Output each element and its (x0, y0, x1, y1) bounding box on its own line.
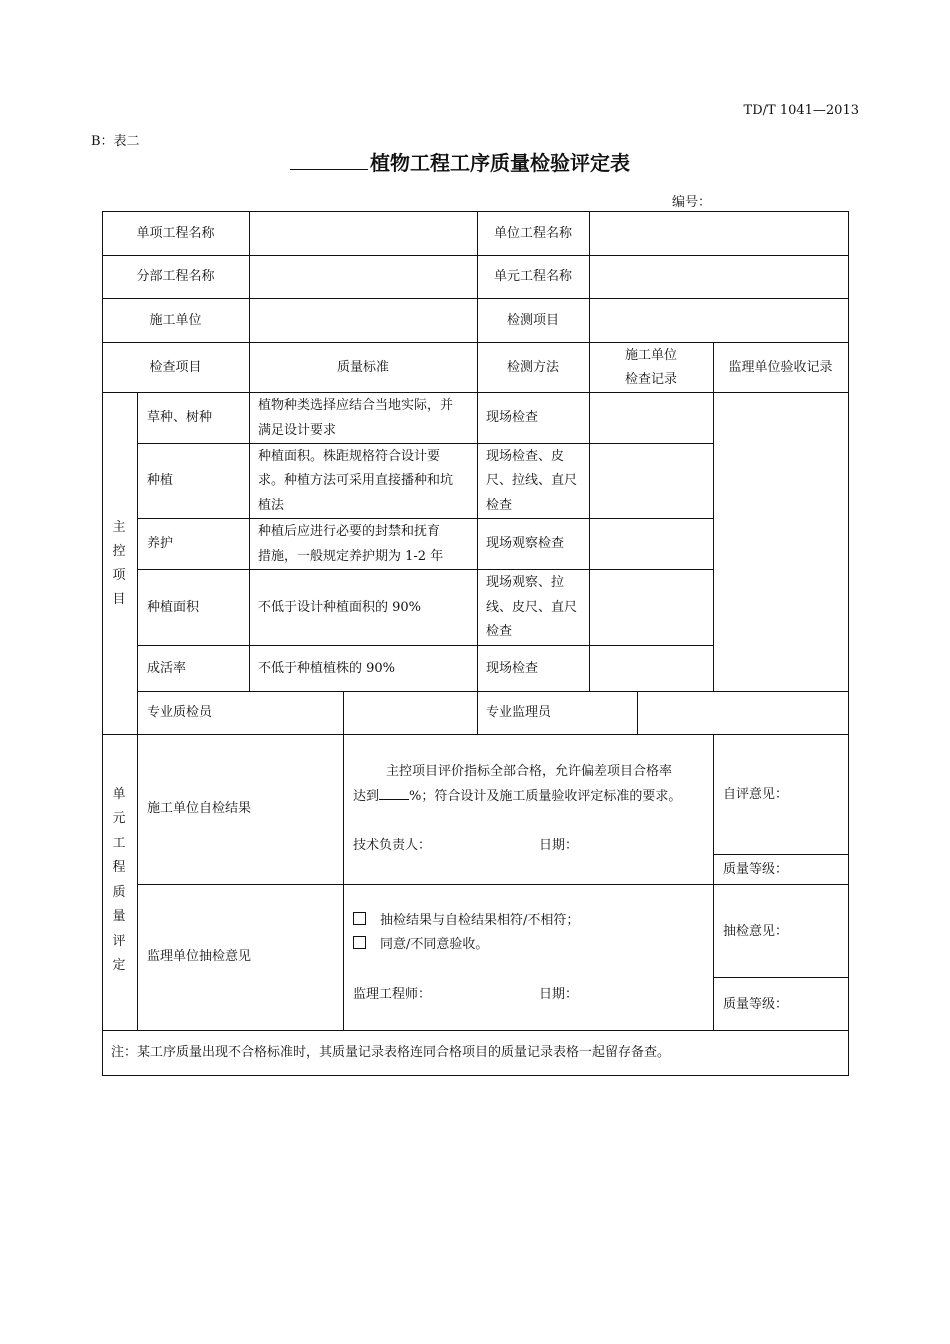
evaluation-char: 定 (112, 958, 126, 973)
col-construction-record-line2: 检查记录 (624, 372, 677, 387)
grid-line (477, 342, 478, 691)
grid-line (249, 342, 250, 691)
evaluation-char: 质 (112, 885, 126, 900)
supervision-date-label: 日期： (539, 987, 579, 1002)
col-quality-standard: 质量标准 (336, 360, 389, 375)
tech-lead-label: 技术负责人： (353, 838, 432, 853)
grid-line (102, 211, 849, 212)
row-method-line: 现场观察检查 (486, 536, 565, 551)
evaluation-char: 量 (112, 909, 126, 924)
grid-line (102, 211, 103, 1076)
row-item-name: 种植面积 (147, 600, 200, 615)
evaluation-char: 工 (112, 836, 126, 851)
construction-unit-label: 施工单位 (149, 313, 202, 328)
row-standard-line: 不低于种植植株的 90% (258, 661, 396, 676)
supervision-title: 监理单位抽检意见 (147, 949, 252, 964)
engineer-label: 监理工程师： (353, 987, 432, 1002)
element-project-name-label: 单元工程名称 (493, 269, 572, 284)
row-item-name: 种植 (147, 473, 174, 488)
checkbox-approve[interactable] (353, 936, 366, 949)
part-project-name-label: 分部工程名称 (136, 269, 215, 284)
row-method-line: 现场观察、拉 (486, 575, 565, 590)
grid-line (102, 255, 849, 256)
grid-line (137, 569, 714, 570)
main-control-char: 主 (112, 520, 126, 535)
grid-line (102, 1030, 849, 1031)
main-control-char: 控 (112, 544, 126, 559)
evaluation-char: 评 (112, 934, 126, 949)
row-standard-line: 植法 (258, 498, 285, 513)
evaluation-char: 程 (112, 860, 126, 875)
main-control-char: 目 (112, 592, 126, 607)
self-check-text-post: %；符合设计及施工质量验收评定标准的要求。 (409, 789, 682, 804)
page-title (290, 148, 630, 178)
title-blank-field[interactable] (290, 149, 368, 170)
supervision-grade-label: 质量等级： (723, 997, 789, 1012)
grid-line (102, 298, 849, 299)
serial-number-label: 编号： (672, 195, 712, 210)
self-check-text-pre: 达到 (353, 789, 380, 804)
pass-rate-blank[interactable] (379, 785, 409, 800)
grid-line (137, 392, 138, 1030)
row-method-line: 尺、拉线、直尺 (486, 473, 578, 488)
standard-code: TD/T 1041—2013 (743, 103, 859, 118)
footnote: 注：某工序质量出现不合格标准时，其质量记录表格连同合格项目的质量记录表格一起留存备查。 (111, 1045, 671, 1060)
col-supervision-record: 监理单位验收记录 (728, 360, 833, 375)
row-method-line: 检查 (486, 498, 513, 513)
row-method-line: 现场检查、皮 (486, 449, 565, 464)
col-test-method: 检测方法 (506, 360, 559, 375)
grid-line (102, 392, 849, 393)
inspection-table (102, 211, 849, 1076)
inspector-label: 专业质检员 (147, 705, 213, 720)
title-text: 植物工程工序质量检验评定表 (370, 151, 630, 175)
row-standard-line: 求。种植方法可采用直接播种和坑 (258, 473, 454, 488)
spot-check-opinion-label: 抽检意见： (723, 924, 789, 939)
row-item-name: 养护 (147, 536, 174, 551)
grid-line (137, 691, 849, 692)
col-construction-record-line1: 施工单位 (624, 348, 677, 363)
grid-line (477, 691, 478, 734)
row-standard-line: 不低于设计种植面积的 90% (258, 600, 422, 615)
self-grade-label: 质量等级： (723, 862, 789, 877)
grid-line (713, 342, 714, 691)
grid-line (714, 977, 849, 978)
row-method-line: 检查 (486, 624, 513, 639)
test-item-label: 检测项目 (506, 313, 559, 328)
item-project-name-label: 单项工程名称 (136, 226, 215, 241)
grid-line (102, 342, 849, 343)
row-method-line: 线、皮尺、直尺 (486, 600, 578, 615)
self-check-date-label: 日期： (539, 838, 579, 853)
row-method-line: 现场检查 (486, 661, 539, 676)
main-control-char: 项 (112, 568, 126, 583)
row-standard-line: 种植面积。株距规格符合设计要 (258, 449, 441, 464)
unit-project-name-label: 单位工程名称 (493, 226, 572, 241)
grid-line (589, 211, 590, 342)
row-item-name: 草种、树种 (147, 410, 213, 425)
row-standard-line: 满足设计要求 (258, 423, 337, 438)
option-approve (353, 932, 488, 957)
grid-line (637, 691, 638, 734)
supervisor-label: 专业监理员 (486, 705, 552, 720)
evaluation-char: 元 (112, 811, 126, 826)
self-check-title: 施工单位自检结果 (147, 801, 252, 816)
option-consistent-text: 抽检结果与自检结果相符/不相符； (380, 913, 580, 928)
self-check-text-line1: 主控项目评价指标全部合格，允许偏差项目合格率 (386, 764, 673, 779)
row-standard-line: 种植后应进行必要的封禁和抚育 (258, 524, 441, 539)
grid-line (137, 645, 714, 646)
grid-line (102, 734, 849, 735)
option-consistent (353, 908, 579, 933)
grid-line (589, 342, 590, 691)
row-item-name: 成活率 (147, 661, 187, 676)
option-approve-text: 同意/不同意验收。 (380, 937, 489, 952)
self-opinion-label: 自评意见： (723, 787, 789, 802)
table-tag: B：表二 (91, 134, 140, 149)
checkbox-consistent[interactable] (353, 912, 366, 925)
grid-line (137, 884, 849, 885)
grid-line (343, 691, 344, 1030)
grid-line (848, 211, 849, 1076)
col-check-item: 检查项目 (149, 360, 202, 375)
self-check-text-line2 (353, 784, 681, 809)
grid-line (713, 734, 714, 1030)
grid-line (249, 211, 250, 342)
grid-line (102, 1075, 849, 1076)
row-standard-line: 措施，一般规定养护期为 1-2 年 (258, 549, 444, 564)
evaluation-char: 单 (112, 787, 126, 802)
grid-line (714, 854, 849, 855)
row-method-line: 现场检查 (486, 410, 539, 425)
row-standard-line: 植物种类选择应结合当地实际，并 (258, 398, 454, 413)
